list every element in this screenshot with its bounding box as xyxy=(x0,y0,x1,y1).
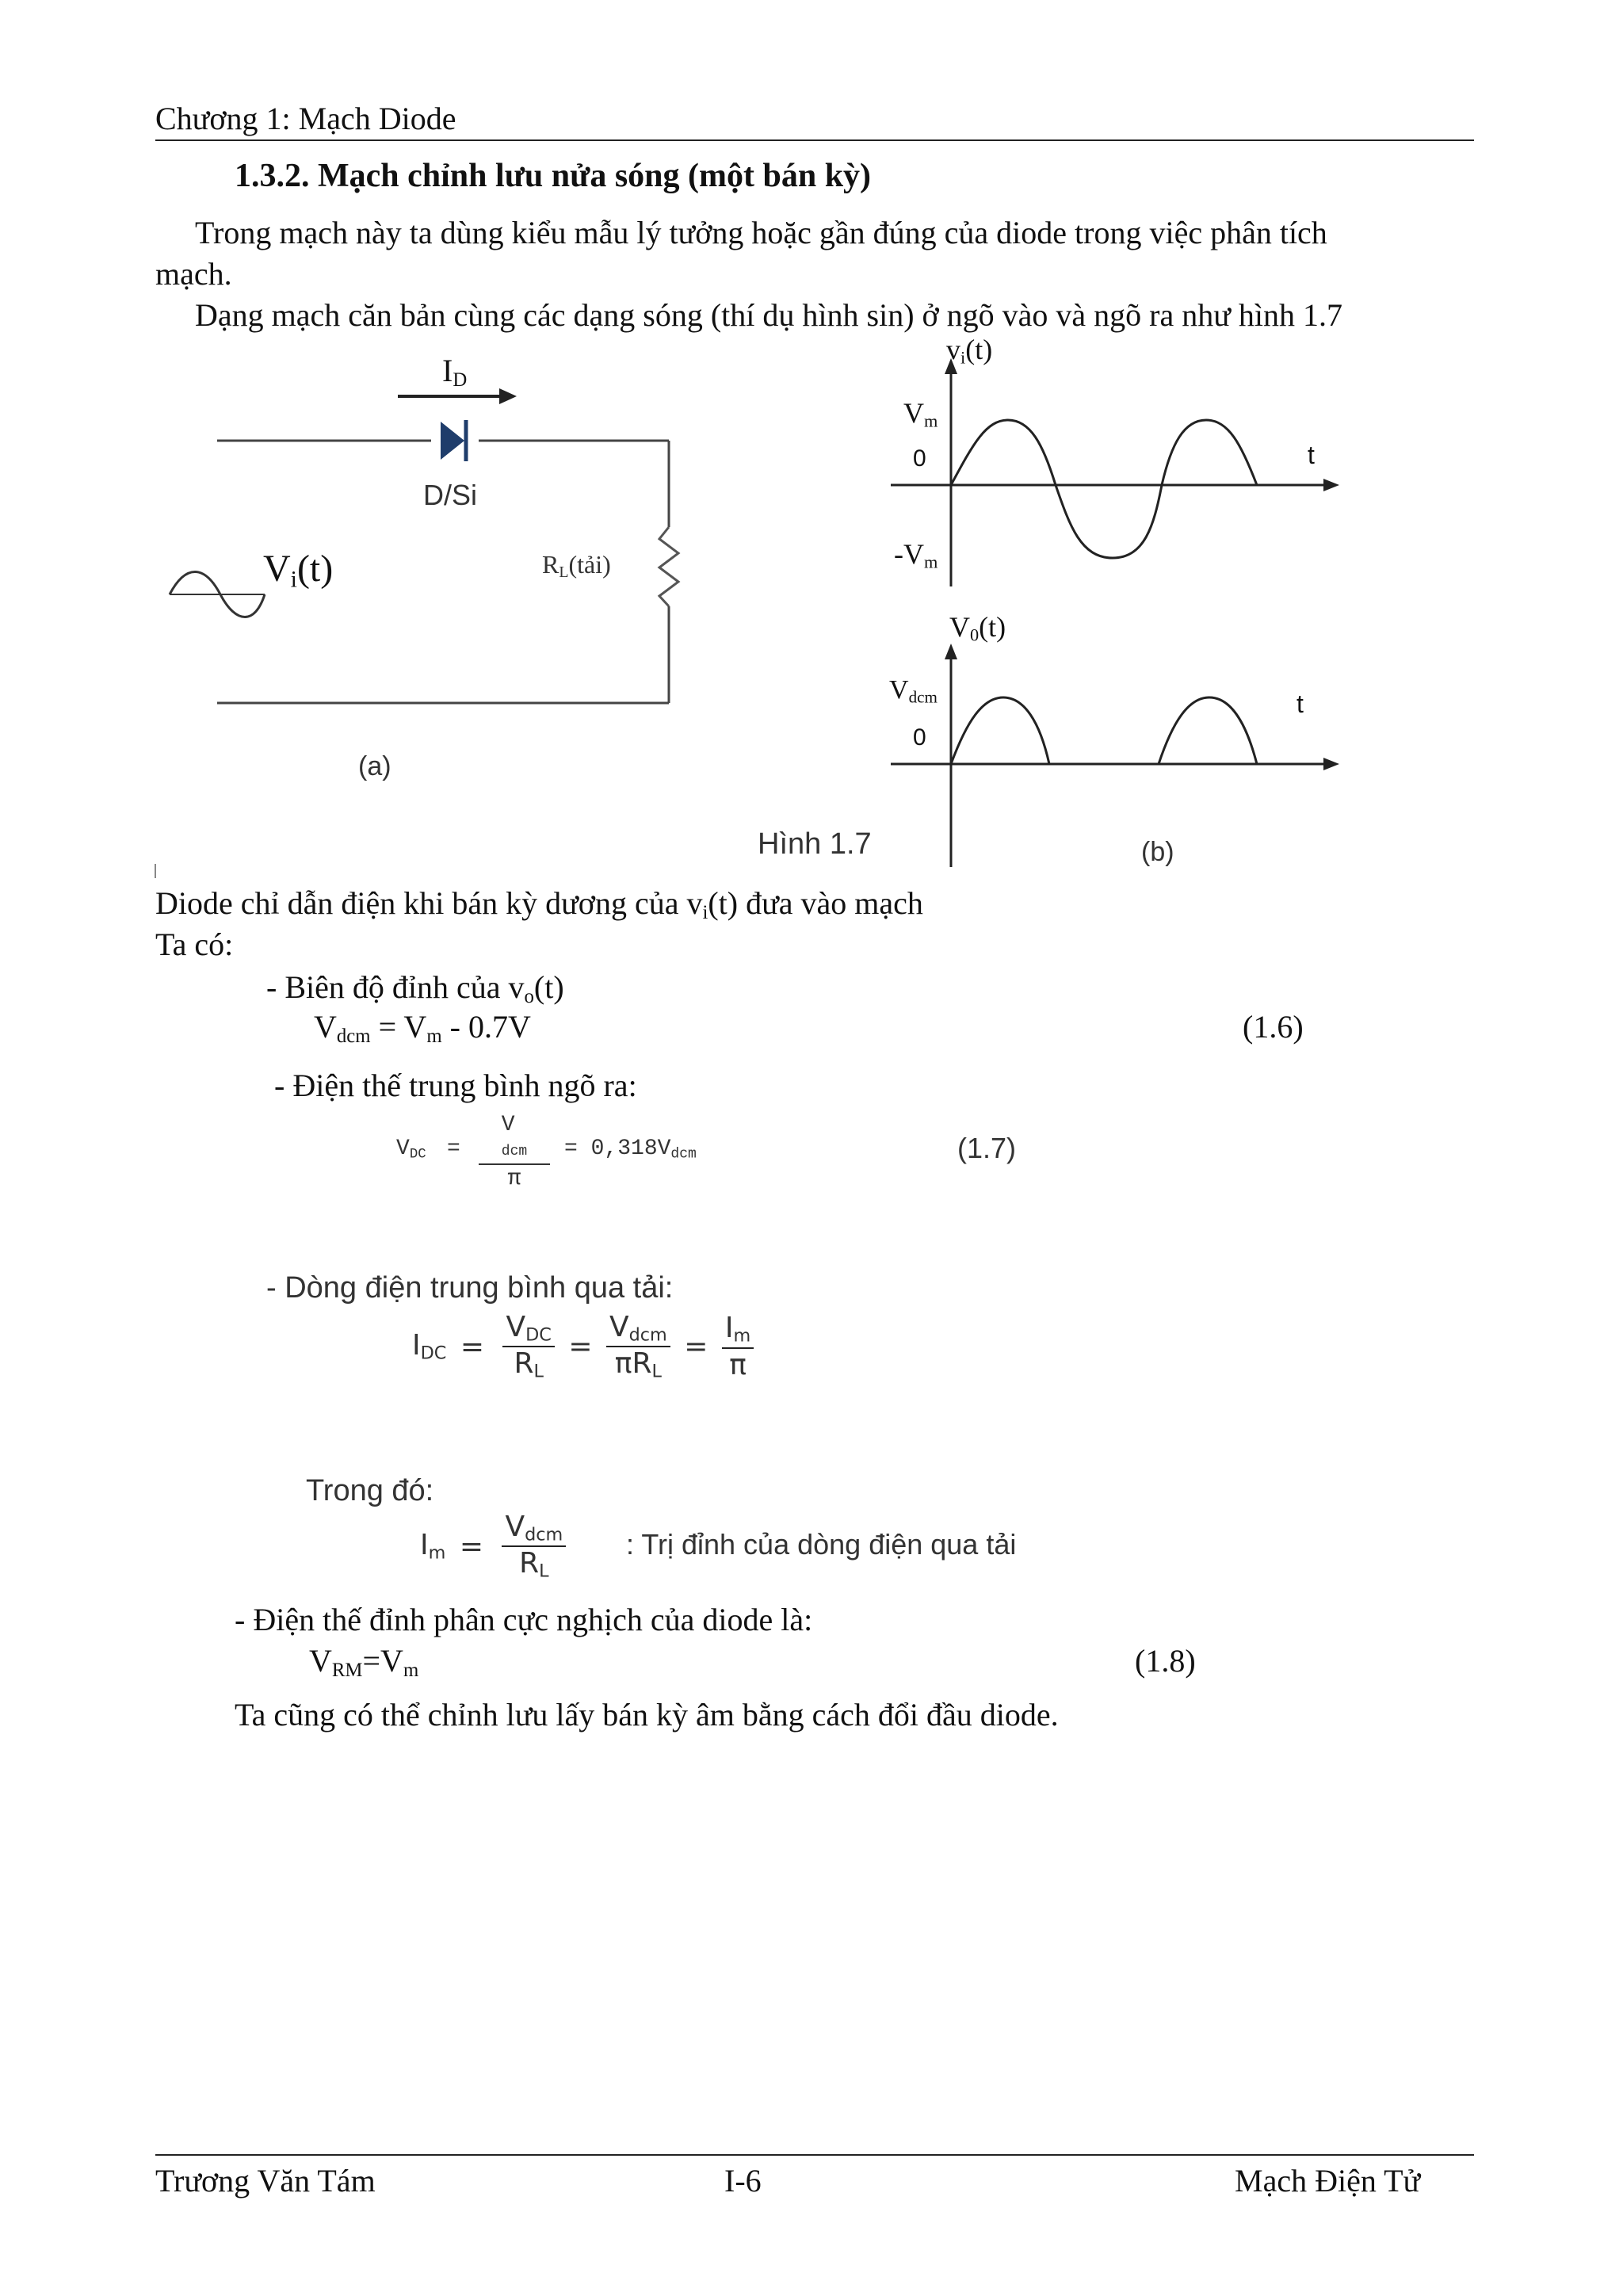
waveform-caption: (b) xyxy=(1141,837,1174,867)
output-zero-label: 0 xyxy=(913,724,926,751)
footer-book-title: Mạch Điện Tử xyxy=(1235,2163,1421,2199)
equation-im: $I_m$ = $\frac{V_{dcm}}{R_L}$ xyxy=(420,1511,571,1582)
peak-amplitude-label: - Biên độ đỉnh của $v_o(t)$ xyxy=(266,969,564,1008)
equation-number-1-7: (1.7) xyxy=(957,1132,1017,1164)
diode-label: D/Si xyxy=(423,479,478,511)
figure-1-7 xyxy=(0,0,1623,888)
equation-idc: $I_{DC}$ = $\frac{V_{DC}}{R_L}$ = $\frac{V_{dcm}}{\pi R_L}$ = $\frac{I_m}{\pi}$ xyxy=(412,1311,758,1382)
closing-sentence: Ta cũng có thể chỉnh lưu lấy bán kỳ âm bằng cách đổi đầu diode. xyxy=(235,1697,1059,1733)
average-voltage-label: - Điện thế trung bình ngõ ra: xyxy=(274,1068,637,1103)
ta-co-label: Ta có: xyxy=(155,926,234,962)
input-vm-label: $V_m$ xyxy=(903,397,938,431)
section-title: 1.3.2. Mạch chỉnh lưu nửa sóng (một bán kỳ) xyxy=(235,158,872,194)
load-label: $R_L(tải)$ xyxy=(542,550,611,581)
input-t-label: t xyxy=(1308,441,1315,469)
conduction-sentence: Diode chỉ dẫn điện khi bán kỳ dương của $v_i(t)$ đưa vào mạch xyxy=(155,885,923,924)
output-vdcm-label: $V_{dcm}$ xyxy=(889,675,938,707)
source-label: $V_i(t)$ xyxy=(263,548,334,593)
input-waveform xyxy=(891,358,1339,586)
equation-1-6: $V_{dcm} = V_m - 0.7V$ xyxy=(314,1009,531,1048)
im-description: : Trị đỉnh của dòng điện qua tải xyxy=(626,1528,1017,1561)
input-neg-vm-label: $-V_m$ xyxy=(894,538,938,572)
diode-symbol xyxy=(441,420,466,461)
current-label: $I_D$ xyxy=(442,353,468,392)
running-header: Chương 1: Mạch Diode xyxy=(155,101,456,136)
average-current-label: - Dòng điện trung bình qua tải: xyxy=(266,1271,674,1305)
resistor-load xyxy=(659,527,678,606)
input-wave-title: $v_i(t)$ xyxy=(946,334,993,368)
footer-author: Trương Văn Tám xyxy=(155,2163,376,2199)
figure-caption: Hình 1.7 xyxy=(758,827,872,861)
input-zero-label: 0 xyxy=(913,445,926,472)
where-label: Trong đó: xyxy=(306,1474,434,1507)
output-waveform xyxy=(891,644,1339,867)
intro-paragraph-line2: mạch. xyxy=(155,256,232,292)
equation-number-1-6: (1.6) xyxy=(1243,1009,1304,1045)
intro-paragraph-line1: Trong mạch này ta dùng kiểu mẫu lý tưởng hoặc gần đúng của diode trong việc phân tích xyxy=(195,215,1327,250)
output-wave-title: $V_0(t)$ xyxy=(949,611,1006,645)
footer-rule xyxy=(155,2154,1474,2156)
circuit-caption: (a) xyxy=(358,751,391,781)
footer-page-number: I-6 xyxy=(724,2163,762,2199)
output-t-label: t xyxy=(1296,690,1304,718)
equation-1-8: $V_{RM}=V_m$ xyxy=(309,1643,419,1682)
intro-paragraph-2: Dạng mạch căn bản cùng các dạng sóng (thí dụ hình sin) ở ngõ vào và ngõ ra như hình 1.7 xyxy=(195,297,1343,333)
equation-number-1-8: (1.8) xyxy=(1135,1643,1196,1679)
reverse-voltage-label: - Điện thế đỉnh phân cực nghịch của diode là: xyxy=(235,1602,813,1637)
